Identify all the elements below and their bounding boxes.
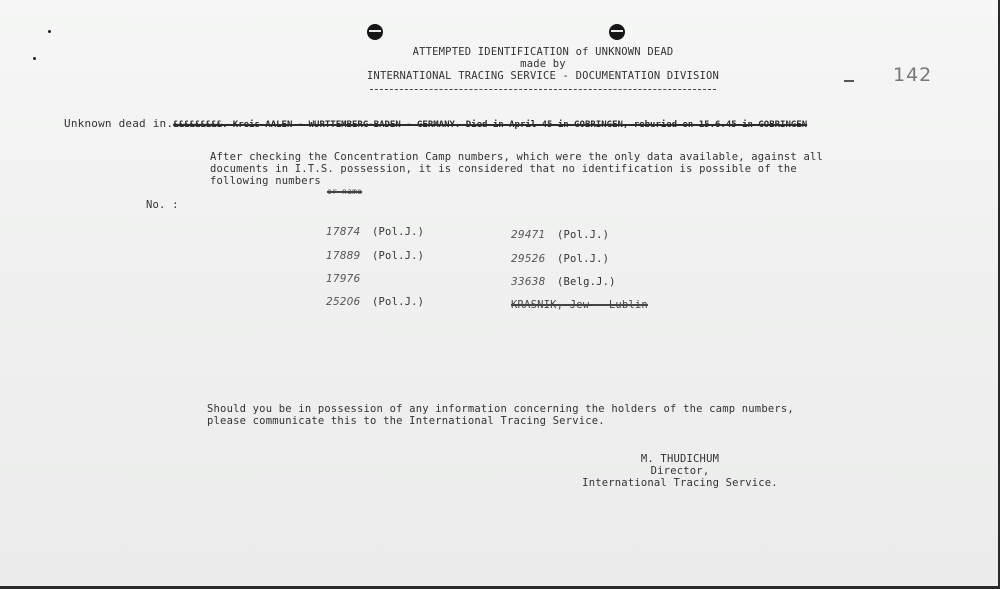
signature-organization: International Tracing Service.	[582, 477, 778, 489]
signature-title: Director,	[650, 465, 710, 477]
camp-number: 29526	[511, 253, 546, 265]
made-by-line: made by	[520, 58, 566, 70]
camp-number-note: (Belg.J.)	[557, 276, 616, 288]
camp-number-note: (Pol.J.)	[557, 253, 610, 265]
camp-number: 33638	[511, 276, 546, 288]
document-title: ATTEMPTED IDENTIFICATION of UNKNOWN DEAD	[412, 46, 674, 58]
camp-number-note: (Pol.J.)	[372, 226, 425, 238]
body-line-1: After checking the Concentration Camp numbers, which were the only data available, against all	[210, 151, 824, 163]
camp-number: 17976	[326, 273, 361, 285]
unknown-dead-line	[64, 117, 807, 130]
camp-number: 25206	[326, 296, 361, 308]
title-underline	[370, 89, 716, 90]
body-line-3: following numbers	[210, 175, 321, 187]
body-line-2: documents in I.T.S. possession, it is considered that no identification is possible of the	[210, 163, 797, 175]
page-mark	[844, 80, 854, 82]
unknown-dead-struck-text: &&&&&&&&&. Kreis AALEN - WURTTEMBERG-BADEN - GERMANY. Died in April 45 in GOBRINGEN, reburied on 15.6.45 in GOBRINGEN	[173, 120, 808, 130]
organization-line: INTERNATIONAL TRACING SERVICE - DOCUMENTATION DIVISION	[366, 70, 720, 82]
closing-line-2: please communicate this to the International Tracing Service.	[207, 415, 605, 427]
paper-speck	[33, 57, 36, 60]
no-label: No. :	[146, 199, 179, 211]
page-number: 142	[893, 64, 933, 86]
camp-number: 29471	[511, 229, 546, 241]
camp-number-note: (Pol.J.)	[372, 250, 425, 262]
camp-number-note: (Pol.J.)	[557, 229, 610, 241]
closing-line-1: Should you be in possession of any information concerning the holders of the camp numbers,	[207, 403, 794, 415]
unknown-dead-label: Unknown dead in.	[64, 117, 174, 130]
or-name-struck: or name	[327, 187, 363, 196]
camp-number: 17889	[326, 250, 361, 262]
signature-name: M. THUDICHUM	[640, 453, 720, 465]
punch-hole-right	[609, 24, 625, 40]
punch-hole-left	[367, 24, 383, 40]
camp-number: 17874	[326, 226, 361, 238]
struck-name: KRASNIK, Jew - Lublin	[511, 299, 648, 311]
camp-number-note: (Pol.J.)	[372, 296, 425, 308]
paper-speck	[48, 30, 51, 33]
